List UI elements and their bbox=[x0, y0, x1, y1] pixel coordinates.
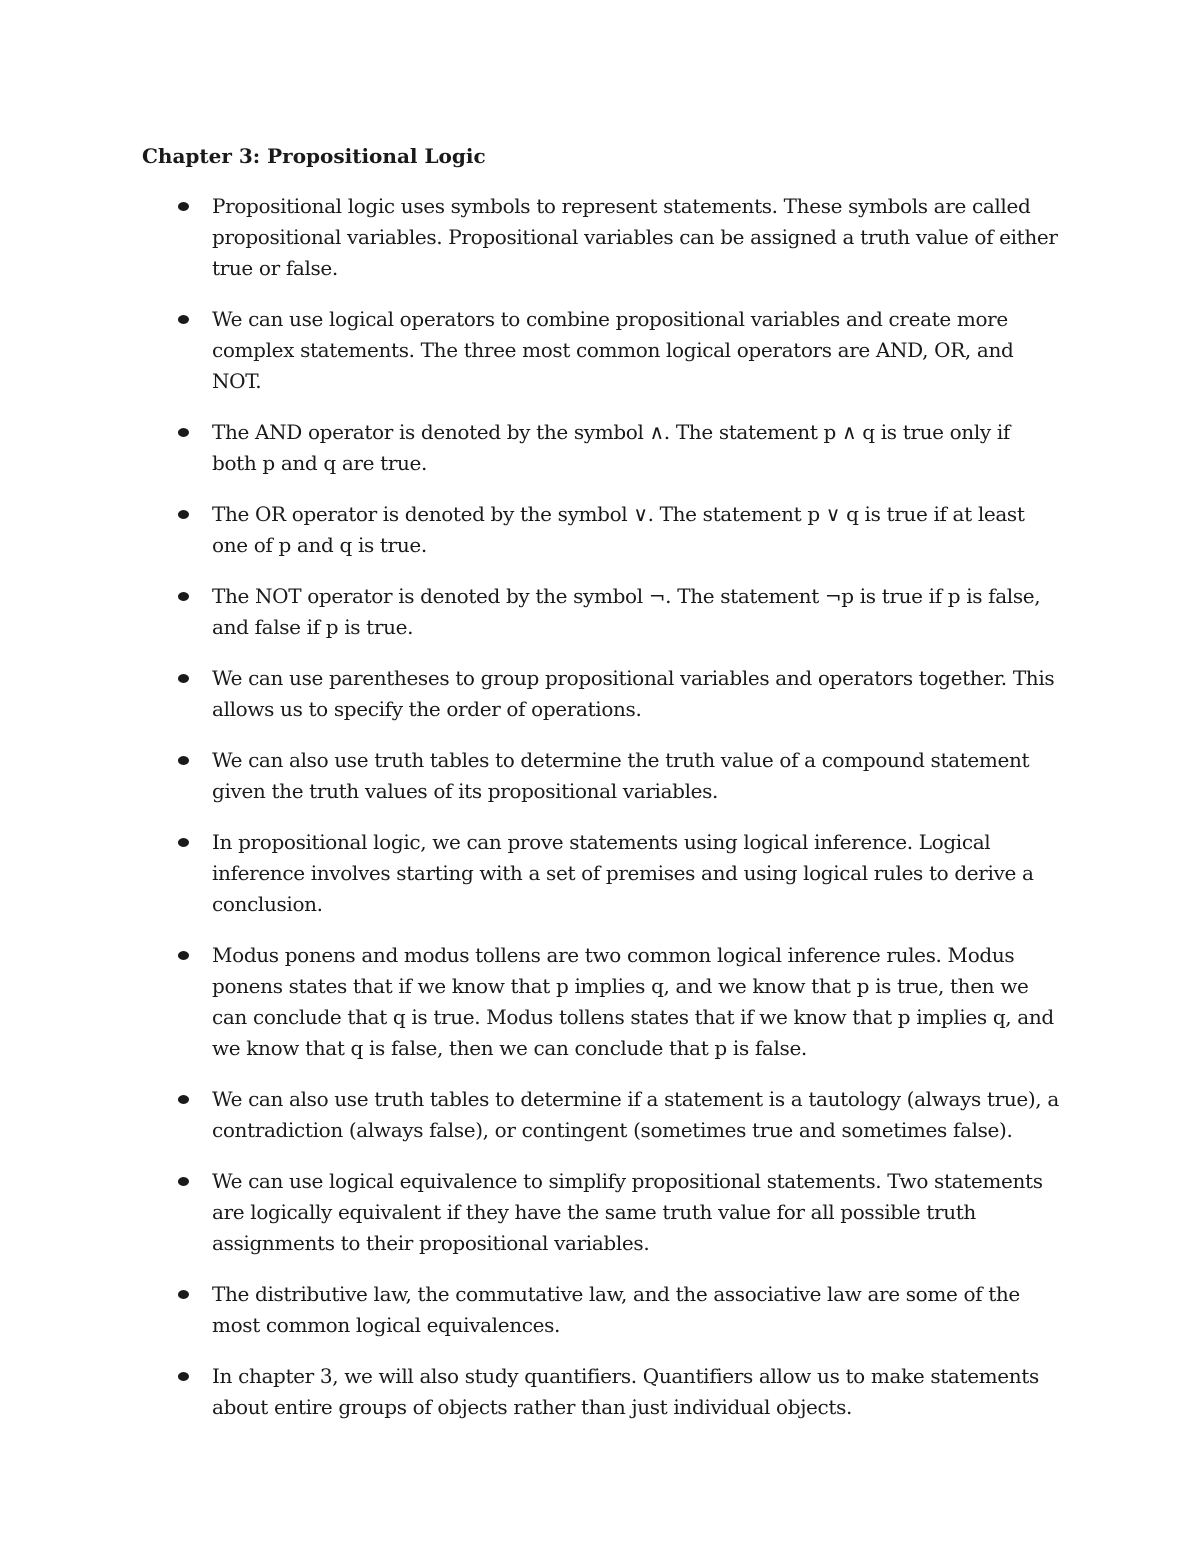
list-item-text: We can use logical operators to combine propositional variables and create more complex statements. The three most common logical operators are AND, OR, and NOT. bbox=[212, 307, 1014, 393]
list-item-text: The NOT operator is denoted by the symbol ¬. The statement ¬p is true if p is false, and false if p is true. bbox=[212, 584, 1041, 639]
bullet-icon bbox=[178, 1095, 189, 1104]
list-item-text: In chapter 3, we will also study quantifiers. Quantifiers allow us to make statements about entire groups of objects rather than just individual objects. bbox=[212, 1364, 1039, 1419]
list-item bbox=[142, 1084, 1060, 1146]
list-item-text: The OR operator is denoted by the symbol ∨. The statement p ∨ q is true if at least one of p and q is true. bbox=[212, 502, 1025, 557]
bullet-icon bbox=[178, 202, 189, 211]
bullet-icon bbox=[178, 756, 189, 765]
list-item bbox=[142, 745, 1060, 807]
list-item-text: Propositional logic uses symbols to represent statements. These symbols are called propositional variables. Propositional variables can be assigned a truth value of either true or false. bbox=[212, 194, 1058, 280]
list-item bbox=[142, 499, 1060, 561]
bullet-icon bbox=[178, 510, 189, 519]
bullet-icon bbox=[178, 1372, 189, 1381]
bullet-icon bbox=[178, 592, 189, 601]
list-item bbox=[142, 827, 1060, 920]
bullet-icon bbox=[178, 428, 189, 437]
list-item bbox=[142, 663, 1060, 725]
bullet-icon bbox=[178, 315, 189, 324]
page-title: Chapter 3: Propositional Logic bbox=[142, 144, 486, 168]
list-item-text: We can also use truth tables to determine the truth value of a compound statement given the truth values of its propositional variables. bbox=[212, 748, 1030, 803]
list-item bbox=[142, 1361, 1060, 1423]
list-item-text: The distributive law, the commutative law, and the associative law are some of the most common logical equivalences. bbox=[212, 1282, 1020, 1337]
list-item-text: We can use logical equivalence to simplify propositional statements. Two statements are logically equivalent if they have the same truth value for all possible truth assignments to their propositional variables. bbox=[212, 1169, 1043, 1255]
list-item-text: The AND operator is denoted by the symbol ∧. The statement p ∧ q is true only if both p and q are true. bbox=[212, 420, 1010, 475]
list-item bbox=[142, 1279, 1060, 1341]
list-item-text: We can use parentheses to group propositional variables and operators together. This allows us to specify the order of operations. bbox=[212, 666, 1055, 721]
list-item-text: We can also use truth tables to determine if a statement is a tautology (always true), a contradiction (always false), or contingent (sometimes true and sometimes false). bbox=[212, 1087, 1059, 1142]
list-item bbox=[142, 191, 1060, 284]
bullet-icon bbox=[178, 1290, 189, 1299]
list-item bbox=[142, 304, 1060, 397]
bullet-icon bbox=[178, 838, 189, 847]
list-item-text: In propositional logic, we can prove statements using logical inference. Logical inference involves starting with a set of premises and using logical rules to derive a conclusion. bbox=[212, 830, 1034, 916]
bullet-icon bbox=[178, 1177, 189, 1186]
bullet-icon bbox=[178, 674, 189, 683]
list-item bbox=[142, 581, 1060, 643]
bullet-icon bbox=[178, 951, 189, 960]
bullet-list bbox=[142, 191, 1060, 1423]
list-item bbox=[142, 417, 1060, 479]
list-item-text: Modus ponens and modus tollens are two common logical inference rules. Modus ponens states that if we know that p implies q, and we know that p is true, then we can conclude that q is true. Modus tollens states that if we know that p implies q, and we know that q is false, then we can conclude that p is false. bbox=[212, 943, 1054, 1060]
list-item bbox=[142, 1166, 1060, 1259]
list-item bbox=[142, 940, 1060, 1064]
